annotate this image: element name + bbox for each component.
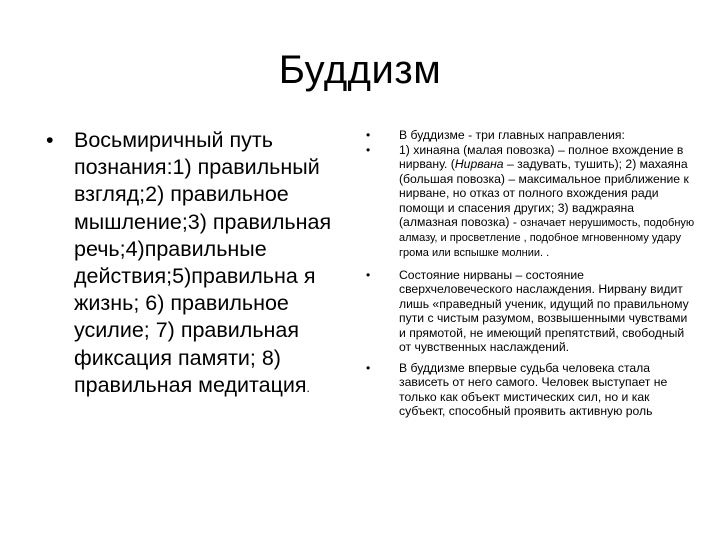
list-item-text xyxy=(399,143,696,261)
eightfold-path-body: Восьмиричный путь познания:1) правильный взгляд;2) правильное мышление;3) правильная речь;4)правильные действия;5)правильна я жизнь; 6) правильное усилие; 7) правильная фиксация памяти; 8) правильная медитация xyxy=(74,128,332,397)
eightfold-path-trailing: . xyxy=(306,380,310,395)
left-text-block xyxy=(46,127,351,402)
list-item xyxy=(366,143,696,261)
bullet-marker: • xyxy=(46,128,54,152)
bullet-marker: • xyxy=(366,142,371,157)
bullet-marker: • xyxy=(366,360,371,375)
right-bullet-list xyxy=(366,128,696,419)
list-item xyxy=(366,128,696,143)
list-item-text: В буддизме впервые судьба человека стала зависеть от него самого. Человек выступает не только как объект мистических сил, но и как субъект, способный проявить активную роль xyxy=(399,360,668,419)
directions-text-cont: – задувать, тушить); 2) махаяна (большая повозка) – максимальное приближение к нирване, но отказ от полного вхождения ради помощи и спасения других; 3) ваджраяна (алмазная повозка) - xyxy=(399,157,689,229)
list-item xyxy=(366,361,696,419)
list-item xyxy=(366,268,696,355)
list-item-text: Состояние нирваны – состояние сверхчеловеческого наслаждения. Нирвану видит лишь «праведный ученик, идущий по правильному пути с чистым разумом, возвышенными чувствами и прямотой, не имеющий препятствий, свободный от чувственных наслаждений. xyxy=(399,267,689,355)
list-item-text: В буддизме - три главных направления: xyxy=(399,128,625,142)
slide-title: Буддизм xyxy=(278,48,442,92)
nirvana-term: Нирвана xyxy=(454,157,504,171)
eightfold-path-text xyxy=(74,127,351,402)
bullet-marker: • xyxy=(366,267,371,282)
bullet-marker: • xyxy=(366,128,371,142)
vajrayana-note: означает нерушимость, подобную алмазу, и просветление , подобное мгновенному удару грома или вспышке молнии. . xyxy=(399,217,695,260)
directions-text: 1) хинаяна (малая повозка) – полное вхождение в нирвану. ( xyxy=(399,142,684,171)
